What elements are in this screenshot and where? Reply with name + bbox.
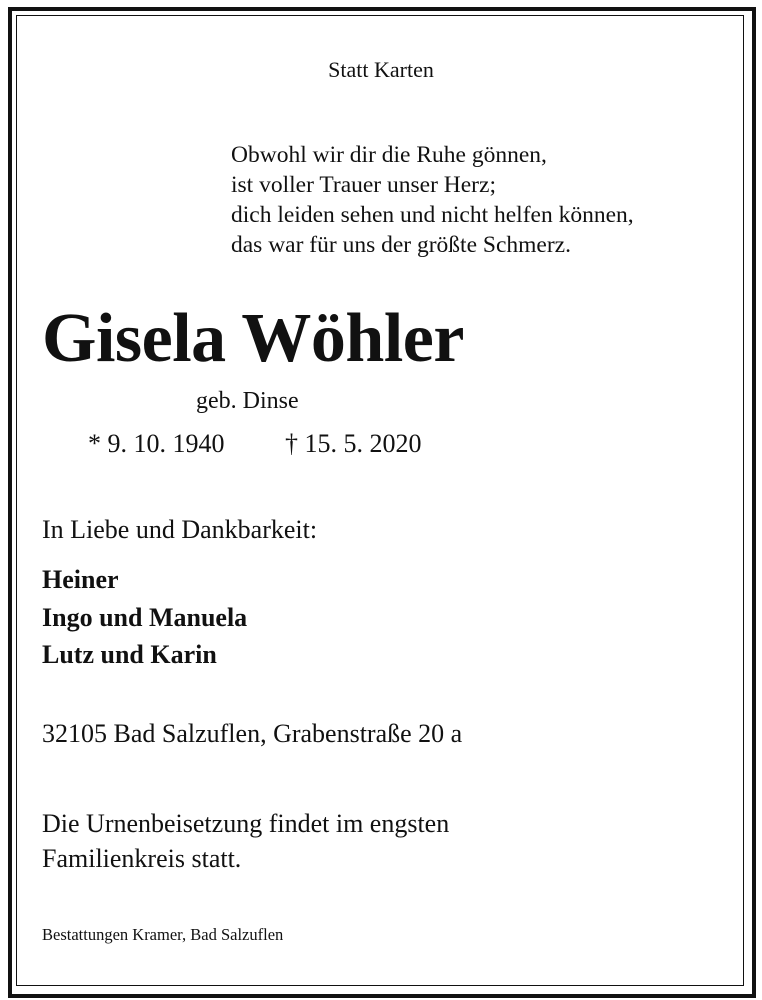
mourner-name: Ingo und Manuela (42, 602, 248, 632)
burial-notice (42, 806, 449, 876)
deceased-name: Gisela Wöhler (42, 300, 464, 377)
poem (231, 140, 634, 260)
funeral-home: Bestattungen Kramer, Bad Salzuflen (42, 925, 284, 944)
header-title: Statt Karten (328, 57, 434, 82)
birth-date: * 9. 10. 1940 (88, 429, 225, 458)
poem-line: ist voller Trauer unser Herz; (231, 172, 496, 198)
poem-line: das war für uns der größte Schmerz. (231, 232, 571, 258)
notice-line: Familienkreis statt. (42, 844, 242, 873)
poem-line: Obwohl wir dir die Ruhe gönnen, (231, 142, 547, 168)
born-name: geb. Dinse (196, 388, 299, 414)
mourners-list (42, 561, 247, 674)
mourner-name: Lutz und Karin (42, 640, 217, 669)
notice-line: Die Urnenbeisetzung findet im engsten (42, 809, 450, 838)
death-date: † 15. 5. 2020 (285, 429, 422, 458)
dedication: In Liebe und Dankbarkeit: (42, 515, 318, 544)
mourner-name: Heiner (42, 565, 119, 594)
address: 32105 Bad Salzuflen, Grabenstraße 20 a (42, 719, 463, 748)
poem-line: dich leiden sehen und nicht helfen können, (231, 202, 634, 228)
